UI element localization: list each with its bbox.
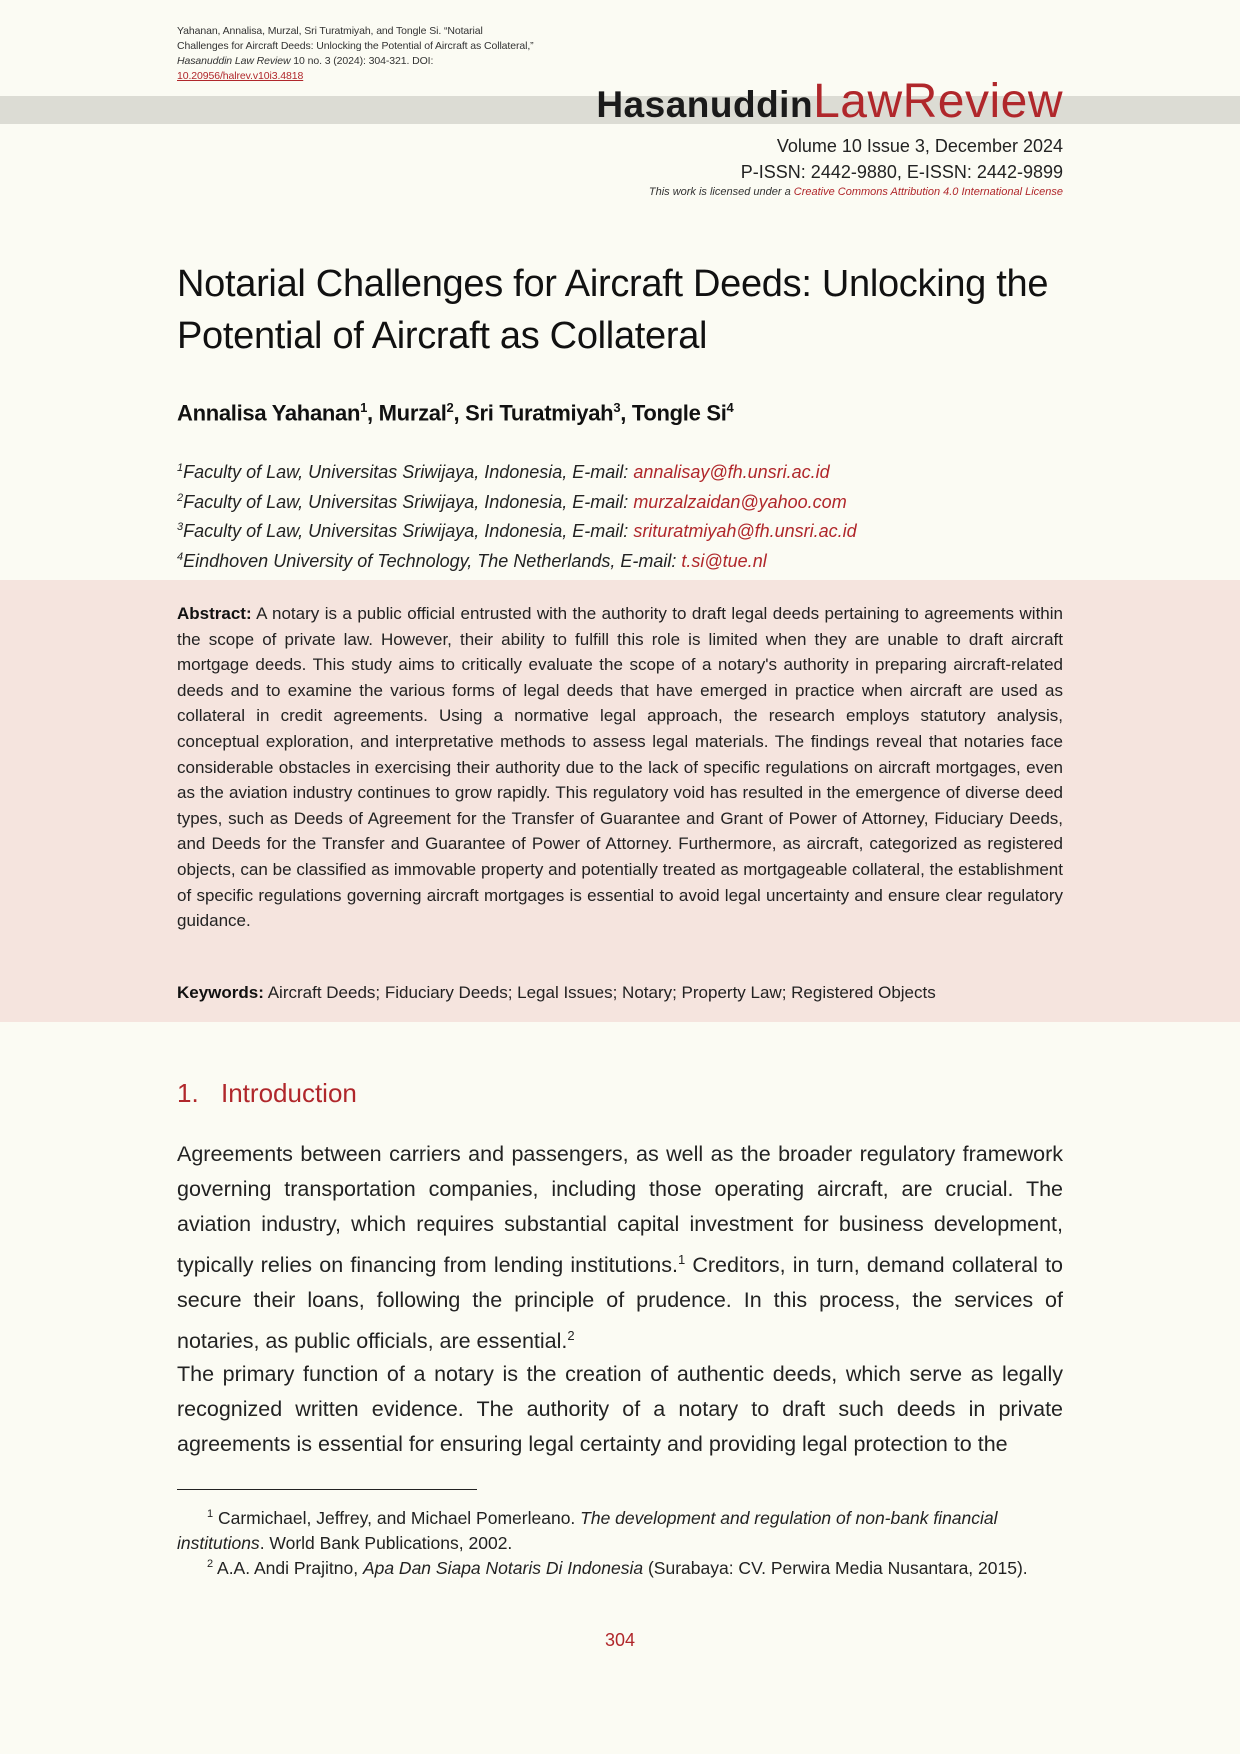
citation-details: 10 no. 3 (2024): 304-321. DOI: [293, 55, 434, 67]
footnote-divider [177, 1489, 477, 1490]
section-title: Introduction [221, 1078, 357, 1108]
citation-note [177, 24, 537, 84]
footnote-title: The development and regulation of non-bank financial institutions [177, 1507, 998, 1553]
affiliation-sup: 2 [177, 491, 184, 504]
keywords [177, 983, 1063, 1003]
license-note [649, 186, 1063, 198]
abstract [177, 601, 1063, 934]
volume-issue: Volume 10 Issue 3, December 2024 [776, 136, 1063, 156]
doi-link[interactable]: 10.20956/halrev.v10i3.4818 [177, 70, 304, 82]
author-list [177, 400, 733, 426]
footnote-text: . World Bank Publications, 2002. [259, 1532, 513, 1553]
section-heading [177, 1078, 357, 1109]
license-link[interactable]: Creative Commons Attribution 4.0 International License [793, 186, 1063, 198]
affiliations [177, 456, 1063, 574]
footnote-text: (Surabaya: CV. Perwira Media Nusantara, 2015). [643, 1557, 1028, 1578]
affiliation-item [177, 456, 1063, 486]
author-sep: , [620, 400, 632, 426]
paragraph-text: Creditors, in turn, demand collateral to secure their loans, following the principle of prudence. In this process, the services of notaries, as public officials, are essential. [177, 1253, 1063, 1354]
footnote-sup: 2 [207, 1558, 214, 1570]
citation-journal: Hasanuddin Law Review [177, 55, 291, 67]
footnote-2 [177, 1552, 1063, 1581]
section-number: 1. [177, 1078, 199, 1108]
author-sep: , [453, 400, 466, 426]
issn: P-ISSN: 2442-9880, E-ISSN: 2442-9899 [740, 162, 1063, 182]
affiliation-item [177, 486, 1063, 516]
email-link[interactable]: murzalzaidan@yahoo.com [633, 491, 847, 512]
author-sup: 3 [613, 400, 621, 415]
paragraph-text: Agreements between carriers and passengers, as well as the broader regulatory framework governing transportation companies, including those operating aircraft, are crucial. The aviation industry, which requires substantial capital investment for business development, typically relies on financing from lending institutions. [177, 1142, 1063, 1278]
footnote-ref[interactable]: 2 [567, 1328, 575, 1344]
license-prefix: This work is licensed under a [648, 186, 791, 198]
author-sup: 1 [360, 400, 368, 415]
logo-lawreview: LawReview [813, 75, 1063, 128]
footnote-title: Apa Dan Siapa Notaris Di Indonesia [362, 1557, 644, 1578]
footnote-ref[interactable]: 1 [677, 1252, 686, 1267]
abstract-text: A notary is a public official entrusted with the authority to draft legal deeds pertaining to agreements within the scope of private law. However, their ability to fulfill this role is limited when they are unable to draft aircraft mortgage deeds. This study aims to critically evaluate the scope of a notary's authority in preparing aircraft-related deeds and to examine the various forms of legal deeds that have emerged in practice when aircraft are used as collateral in credit agreements. Using a normative legal approach, the research employs statutory analysis, conceptual exploration, and interpretative methods to assess legal materials. The findings reveal that notaries face considerable obstacles in exercising their authority due to the lack of specific regulations on aircraft mortgages, even as the aviation industry continues to grow rapidly. This regulatory void has resulted in the emergence of diverse deed types, such as Deeds of Agreement for the Transfer of Guarantee and Grant of Power of Attorney, Fiduciary Deeds, and Deeds for the Transfer and Guarantee of Power of Attorney. Furthermore, as aircraft, categorized as registered objects, can be classified as immovable property and potentially treated as mortgageable collateral, the establishment of specific regulations governing aircraft mortgages is essential to avoid legal uncertainty and ensure clear regulatory guidance. [177, 604, 1063, 931]
affiliation-text: Faculty of Law, Universitas Sriwijaya, Indonesia, E-mail: [183, 491, 634, 512]
affiliation-item [177, 545, 1063, 575]
affiliation-text: Faculty of Law, Universitas Sriwijaya, Indonesia, E-mail: [183, 462, 634, 482]
keywords-text: Aircraft Deeds; Fiduciary Deeds; Legal Issues; Notary; Property Law; Registered Objects [267, 983, 936, 1002]
footnote-1 [177, 1502, 1063, 1556]
footnote-text: Carmichael, Jeffrey, and Michael Pomerleano. [213, 1507, 581, 1528]
paragraph-2: The primary function of a notary is the creation of authentic deeds, which serve as legally recognized written evidence. The authority of a notary to draft such deeds in private agreements is essential for ensuring legal certainty and providing legal protection to the [177, 1362, 1063, 1456]
affiliation-text: Faculty of Law, Universitas Sriwijaya, Indonesia, E-mail: [183, 521, 634, 541]
affiliation-text: Eindhoven University of Technology, The Netherlands, E-mail: [183, 550, 682, 571]
affiliation-sup: 1 [177, 462, 184, 474]
email-link[interactable]: annalisay@fh.unsri.ac.id [633, 462, 830, 482]
email-link[interactable]: t.si@tue.nl [681, 550, 767, 571]
footnote-text: A.A. Andi Prajitno, [213, 1557, 363, 1578]
author-sup: 4 [726, 400, 734, 415]
affiliation-sup: 4 [177, 550, 184, 563]
author-sup: 2 [446, 400, 454, 415]
email-link[interactable]: srituratmiyah@fh.unsri.ac.id [633, 521, 857, 541]
page-number: 304 [604, 1630, 636, 1650]
affiliation-item [177, 515, 1063, 545]
article-title: Notarial Challenges for Aircraft Deeds: Unlocking the Potential of Aircraft as Collateral [177, 263, 1049, 357]
paragraph-1 [177, 1137, 1063, 1359]
author-sep: , [367, 400, 379, 426]
author-name: Tongle Si [631, 400, 727, 426]
footnote-sup: 1 [207, 1508, 214, 1520]
abstract-label: Abstract: [177, 604, 252, 623]
logo-hasanuddin: Hasanuddin [596, 84, 814, 125]
affiliation-sup: 3 [177, 521, 184, 533]
author-name: Annalisa Yahanan [177, 400, 361, 426]
keywords-label: Keywords: [177, 983, 264, 1002]
citation-text: Yahanan, Annalisa, Murzal, Sri Turatmiyah, and Tongle Si. “Notarial Challenges for Aircraft Deeds: Unlocking the Potential of Aircraft as Collateral,” [177, 25, 534, 52]
author-name: Sri Turatmiyah [465, 400, 614, 426]
author-name: Murzal [378, 400, 447, 426]
journal-logo [596, 75, 1063, 128]
